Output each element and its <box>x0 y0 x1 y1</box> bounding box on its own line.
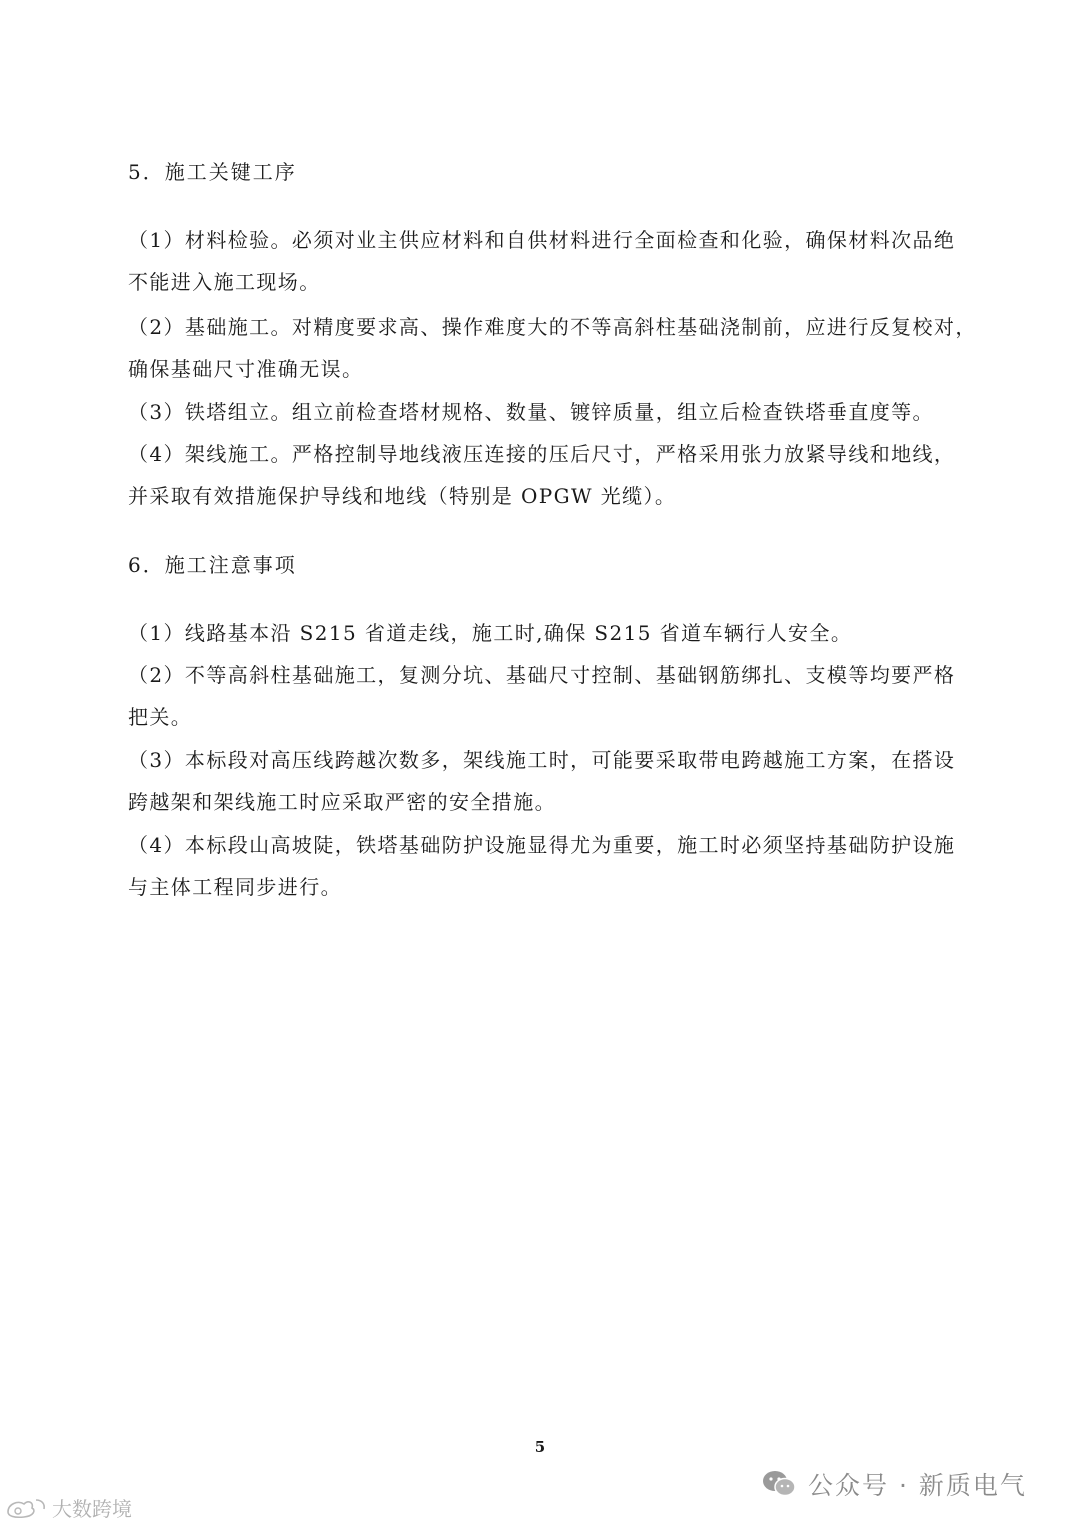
paragraph-line: 不能进入施工现场。 <box>128 270 321 294</box>
section-6-heading: 6．施工注意事项 <box>128 553 297 577</box>
section-6-item-1 <box>128 612 980 654</box>
section-5-item-3 <box>128 391 980 433</box>
paragraph-line: （2）不等高斜柱基础施工，复测分坑、基础尺寸控制、基础钢筋绑扎、支模等均要严格 <box>128 663 956 687</box>
paragraph-line: （3）铁塔组立。组立前检查塔材规格、数量、镀锌质量，组立后检查铁塔垂直度等。 <box>128 400 934 424</box>
paragraph-line: （1）线路基本沿 S215 省道走线，施工时,确保 S215 省道车辆行人安全。 <box>128 621 853 645</box>
page-number: 5 <box>534 1438 546 1456</box>
corner-watermark-text: 大数跨境 <box>52 1497 132 1521</box>
section-6-item-2 <box>128 654 980 738</box>
paragraph-line: （4）本标段山高坡陡，铁塔基础防护设施显得尤为重要，施工时必须坚持基础防护设施 <box>128 833 956 857</box>
wechat-watermark <box>762 1466 1027 1502</box>
section-6-item-4 <box>128 824 980 908</box>
paragraph-line: （2）基础施工。对精度要求高、操作难度大的不等高斜柱基础浇制前，应进行反复校对， <box>128 315 977 339</box>
wechat-icon <box>762 1469 796 1499</box>
paragraph-line: （3）本标段对高压线跨越次数多，架线施工时，可能要采取带电跨越施工方案，在搭设 <box>128 748 956 772</box>
section-5-item-4 <box>128 433 980 517</box>
paragraph-line: 确保基础尺寸准确无误。 <box>128 357 364 381</box>
section-5-heading: 5．施工关键工序 <box>128 160 297 184</box>
paragraph-line: （4）架线施工。严格控制导地线液压连接的压后尺寸，严格采用张力放紧导线和地线， <box>128 442 956 466</box>
weibo-icon <box>4 1496 48 1520</box>
paragraph-line: （1）材料检验。必须对业主供应材料和自供材料进行全面检查和化验，确保材料次品绝 <box>128 228 956 252</box>
paragraph-line: 与主体工程同步进行。 <box>128 875 342 899</box>
corner-watermark <box>4 1493 132 1522</box>
paragraph-line: 把关。 <box>128 705 193 729</box>
watermark-text: 公众号 · 新质电气 <box>808 1471 1027 1500</box>
paragraph-line: 并采取有效措施保护导线和地线（特别是 OPGW 光缆）。 <box>128 484 677 508</box>
section-5-item-1 <box>128 219 980 303</box>
paragraph-line: 跨越架和架线施工时应采取严密的安全措施。 <box>128 790 556 814</box>
section-6-item-3 <box>128 739 980 823</box>
section-5-item-2 <box>128 306 980 390</box>
